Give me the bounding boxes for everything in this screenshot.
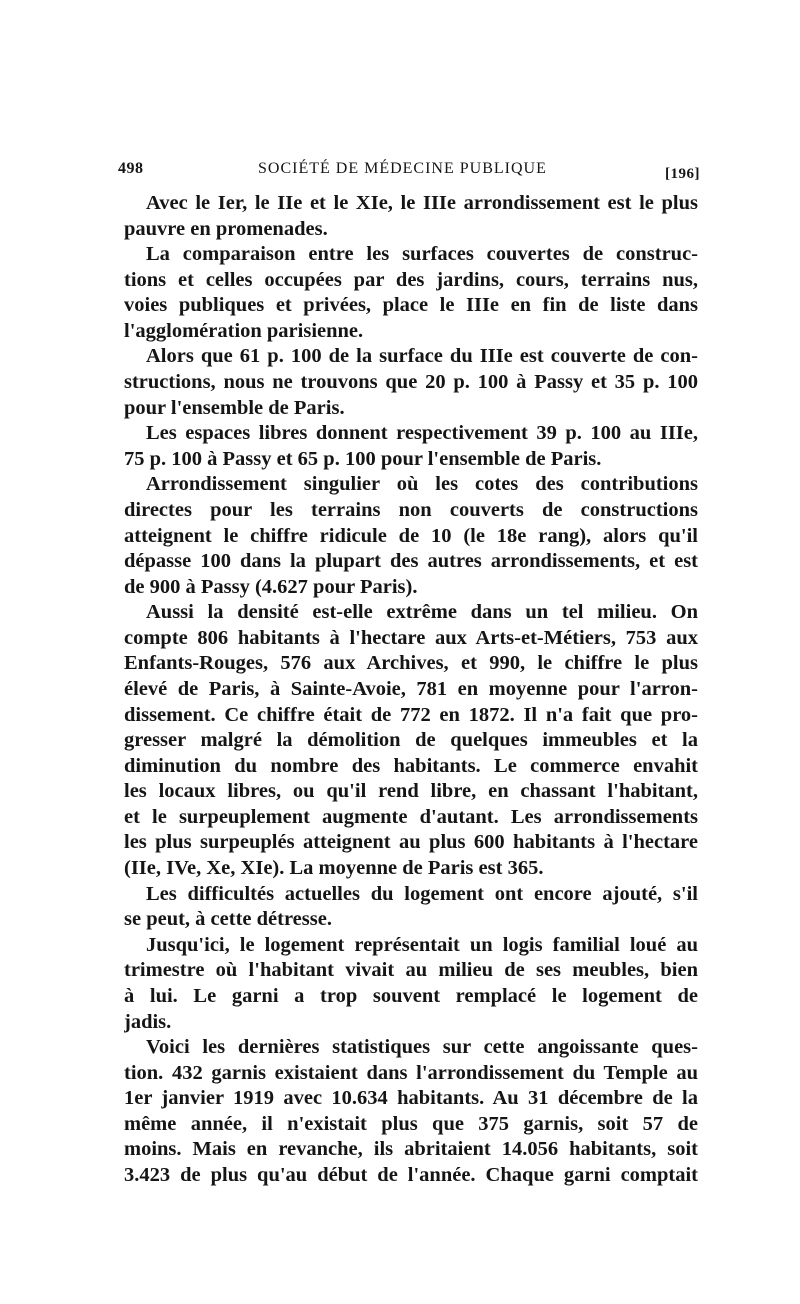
text-line: diminution du nombre des habitants. Le commerce envahit bbox=[124, 754, 698, 777]
text-line: 3.423 de plus qu'au début de l'année. Chaque garni comptait bbox=[124, 1163, 698, 1186]
text-line: même année, il n'existait plus que 375 garnis, soit 57 de bbox=[124, 1112, 698, 1135]
text-line: compte 806 habitants à l'hectare aux Arts-et-Métiers, 753 aux bbox=[124, 626, 698, 649]
page-number: 498 bbox=[118, 160, 144, 177]
paragraph bbox=[124, 882, 698, 933]
text-line: trimestre où l'habitant vivait au milieu de ses meubles, bien bbox=[124, 959, 698, 982]
text-line: pauvre en promenades. bbox=[124, 217, 328, 240]
text-line: les locaux libres, ou qu'il rend libre, en chassant l'habitant, bbox=[124, 780, 698, 803]
text-line: l'agglomération parisienne. bbox=[124, 319, 364, 342]
text-line: les plus surpeuplés atteignent au plus 600 habitants à l'hectare bbox=[124, 831, 698, 854]
text-line: dépasse 100 dans la plupart des autres arrondissements, et est bbox=[124, 550, 698, 573]
bracketed-page-number: [196] bbox=[665, 166, 700, 182]
text-line: élevé de Paris, à Sainte-Avoie, 781 en moyenne pour l'arron- bbox=[124, 677, 698, 700]
text-line: (IIe, IVe, Xe, XIe). La moyenne de Paris est 365. bbox=[124, 857, 544, 880]
text-line: La comparaison entre les surfaces couvertes de construc- bbox=[146, 243, 698, 266]
text-line: gresser malgré la démolition de quelques immeubles et la bbox=[124, 729, 698, 752]
paragraph bbox=[124, 600, 698, 881]
text-line: Jusqu'ici, le logement représentait un logis familial loué au bbox=[146, 933, 698, 956]
text-line: Enfants-Rouges, 576 aux Archives, et 990, le chiffre le plus bbox=[124, 652, 698, 675]
paragraph bbox=[124, 933, 698, 1035]
body-text bbox=[124, 191, 698, 1189]
paragraph bbox=[124, 1035, 698, 1188]
running-title: SOCIÉTÉ DE MÉDECINE PUBLIQUE bbox=[258, 160, 547, 177]
text-line: directes pour les terrains non couverts de constructions bbox=[124, 498, 698, 521]
text-line: de 900 à Passy (4.627 pour Paris). bbox=[124, 575, 418, 598]
text-line: moins. Mais en revanche, ils abritaient 14.056 habitants, soit bbox=[124, 1138, 698, 1161]
text-line: jadis. bbox=[124, 1010, 172, 1033]
text-line: 1er janvier 1919 avec 10.634 habitants. Au 31 décembre de la bbox=[124, 1087, 698, 1110]
text-line: atteignent le chiffre ridicule de 10 (le 18e rang), alors qu'il bbox=[124, 524, 698, 547]
text-line: structions, nous ne trouvons que 20 p. 100 à Passy et 35 p. 100 bbox=[124, 371, 698, 394]
text-line: Voici les dernières statistiques sur cette angoissante ques- bbox=[146, 1036, 698, 1059]
text-line: tion. 432 garnis existaient dans l'arrondissement du Temple au bbox=[124, 1061, 698, 1084]
text-line: dissement. Ce chiffre était de 772 en 1872. Il n'a fait que pro- bbox=[124, 703, 698, 726]
paragraph bbox=[124, 344, 698, 421]
text-line: Avec le Ier, le IIe et le XIe, le IIIe arrondissement est le plus bbox=[146, 192, 698, 214]
text-line: 75 p. 100 à Passy et 65 p. 100 pour l'ensemble de Paris. bbox=[124, 447, 602, 470]
text-line: Aussi la densité est-elle extrême dans un tel milieu. On bbox=[146, 601, 698, 624]
text-line: à lui. Le garni a trop souvent remplacé le logement de bbox=[124, 984, 698, 1007]
text-line: voies publiques et privées, place le IIIe en fin de liste dans bbox=[124, 294, 698, 317]
text-line: Alors que 61 p. 100 de la surface du IIIe est couverte de con- bbox=[146, 345, 698, 368]
text-line: pour l'ensemble de Paris. bbox=[124, 396, 345, 419]
text-line: Arrondissement singulier où les cotes des contributions bbox=[146, 473, 698, 496]
page-header bbox=[118, 158, 700, 186]
paragraph bbox=[124, 472, 698, 600]
paragraph bbox=[124, 191, 698, 242]
text-line: Les difficultés actuelles du logement ont encore ajouté, s'il bbox=[146, 882, 698, 905]
text-line: se peut, à cette détresse. bbox=[124, 908, 332, 931]
text-line: tions et celles occupées par des jardins, cours, terrains nus, bbox=[124, 268, 698, 291]
text-line: et le surpeuplement augmente d'autant. Les arrondissements bbox=[124, 805, 698, 828]
paragraph bbox=[124, 242, 698, 344]
text-line: Les espaces libres donnent respectivement 39 p. 100 au IIIe, bbox=[146, 422, 698, 445]
paragraph bbox=[124, 421, 698, 472]
